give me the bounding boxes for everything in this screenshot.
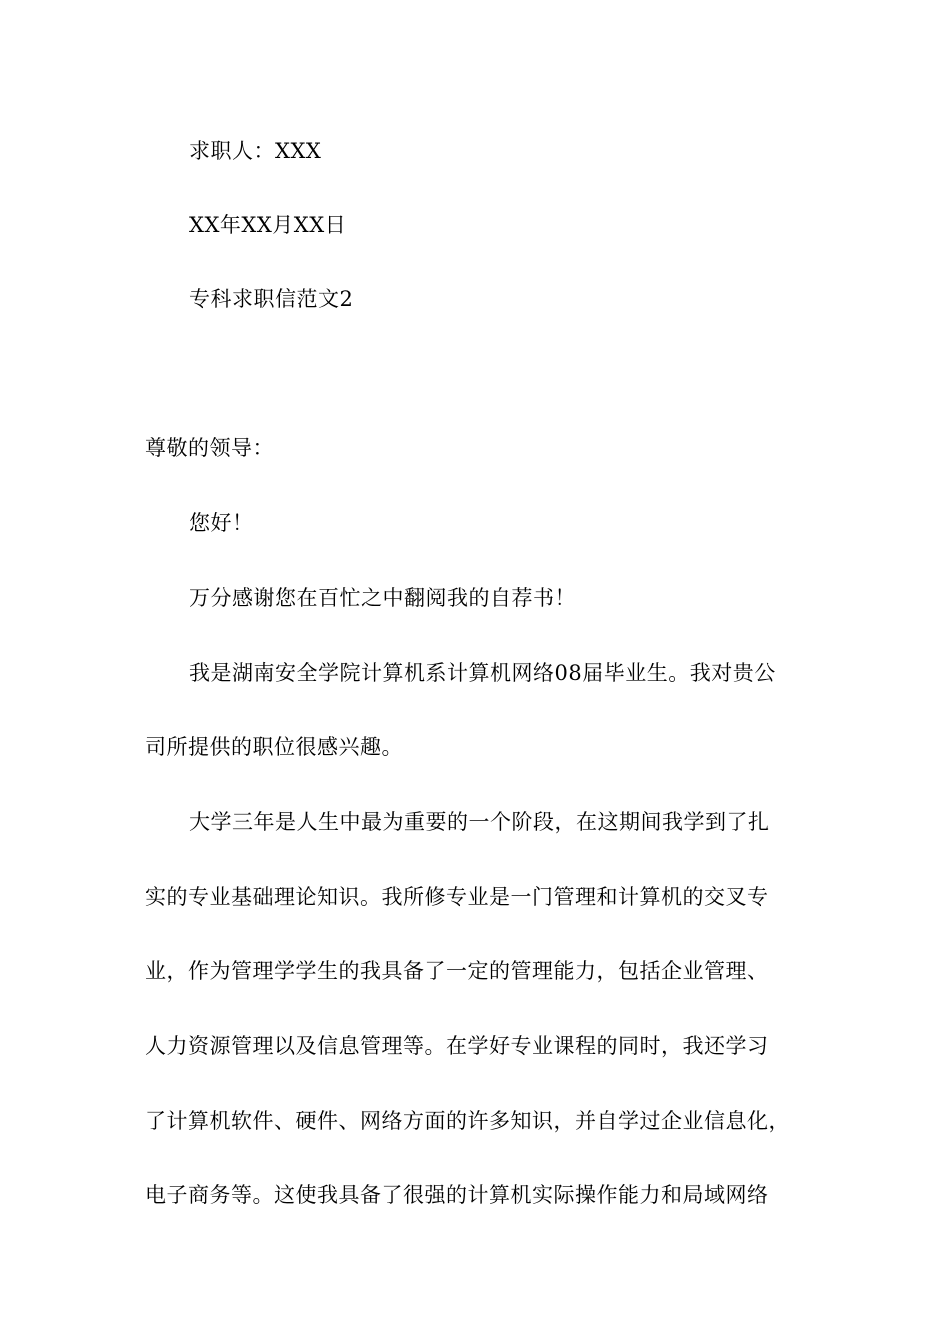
- paragraph-line: 人力资源管理以及信息管理等。在学好专业课程的同时，我还学习: [145, 1034, 769, 1058]
- applicant-signature: 求职人：XXX: [189, 139, 322, 163]
- paragraph-line: 实的专业基础理论知识。我所修专业是一门管理和计算机的交叉专: [145, 885, 769, 909]
- greeting: 您好！: [189, 511, 254, 535]
- paragraph-line: 我是湖南安全学院计算机系计算机网络08届毕业生。我对贵公: [189, 661, 776, 685]
- paragraph-line: 了计算机软件、硬件、网络方面的许多知识，并自学过企业信息化，: [145, 1109, 790, 1133]
- paragraph-line: 司所提供的职位很感兴趣。: [145, 735, 403, 759]
- salutation: 尊敬的领导：: [145, 436, 274, 460]
- letter-date: XX年XX月XX日: [189, 213, 347, 237]
- paragraph-line: 万分感谢您在百忙之中翻阅我的自荐书！: [189, 586, 576, 610]
- section-title: 专科求职信范文2: [189, 287, 354, 311]
- paragraph-line: 大学三年是人生中最为重要的一个阶段，在这期间我学到了扎: [189, 810, 770, 834]
- paragraph-line: 业，作为管理学学生的我具备了一定的管理能力，包括企业管理、: [145, 959, 769, 983]
- paragraph-line: 电子商务等。这使我具备了很强的计算机实际操作能力和局域网络: [145, 1183, 769, 1207]
